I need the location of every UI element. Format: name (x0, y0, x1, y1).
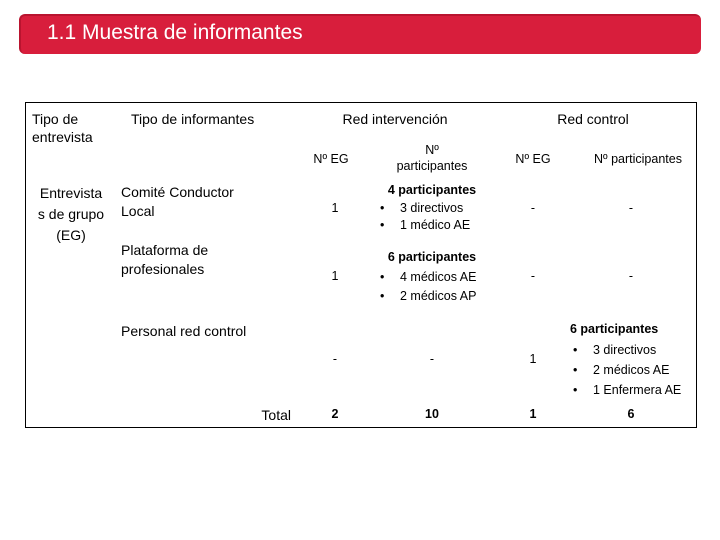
header-red-control: Red control (557, 111, 629, 127)
bullet-symbol: • (573, 343, 578, 357)
total-label: Total (261, 407, 291, 423)
subheader-n-eg: Nº EG (313, 152, 349, 166)
title-bar (19, 14, 701, 54)
row2-informante (121, 241, 208, 279)
header-tipo-informantes: Tipo de informantes (131, 111, 255, 127)
total-int-eg: 2 (331, 407, 339, 421)
row1-ctl-part: - (628, 201, 634, 215)
header-tipo-entrevista (32, 110, 93, 146)
row2-ctl-eg: - (530, 269, 536, 283)
row1-int-eg: 1 (331, 201, 339, 215)
subheader-n-participantes-control: Nº participantes (594, 152, 682, 166)
row3-ctl-part-item-text: 2 médicos AE (593, 363, 670, 377)
row2-int-part-item-text: 4 médicos AE (400, 270, 477, 284)
subheader-n-participantes (375, 142, 489, 174)
total-ctl-part: 6 (627, 407, 635, 421)
bullet-symbol: • (380, 270, 385, 284)
row1-informante-line1: Comité Conductor (121, 184, 234, 200)
row3-int-part: - (429, 352, 435, 366)
row2-informante-line2: profesionales (121, 261, 205, 277)
subheader-n-participantes-line1: Nº (425, 143, 439, 157)
row1-int-part-item-text: 3 directivos (400, 201, 464, 215)
row1-int-part-title: 4 participantes (387, 183, 477, 197)
total-int-part: 10 (425, 407, 439, 421)
row3-ctl-part-item-text: 3 directivos (593, 343, 657, 357)
bullet-symbol: • (380, 201, 385, 215)
header-tipo-entrevista-line2: entrevista (32, 129, 93, 145)
group-label-line2: s de grupo (37, 206, 105, 222)
bullet-symbol: • (380, 218, 385, 232)
row3-ctl-part-title: 6 participantes (570, 322, 659, 336)
row1-ctl-eg: - (530, 201, 536, 215)
group-label (26, 183, 116, 246)
row2-informante-line1: Plataforma de (121, 242, 209, 258)
row2-int-part-item-text: 2 médicos AP (400, 289, 477, 303)
bullet-symbol: • (573, 383, 578, 397)
bullet-symbol: • (380, 289, 385, 303)
row3-informante: Personal red control (121, 323, 247, 339)
row1-informante-line2: Local (121, 203, 155, 219)
row2-ctl-part: - (628, 269, 634, 283)
row2-int-eg: 1 (331, 269, 339, 283)
bullet-symbol: • (573, 363, 578, 377)
row1-int-part-item-text: 1 médico AE (400, 218, 471, 232)
header-red-intervencion: Red intervención (342, 111, 448, 127)
row3-ctl-part-item-text: 1 Enfermera AE (593, 383, 682, 397)
row2-int-part-title: 6 participantes (387, 250, 477, 264)
header-tipo-entrevista-line1: Tipo de (32, 111, 79, 127)
row1-informante (121, 183, 234, 221)
row3-int-eg: - (332, 352, 338, 366)
group-label-line3: (EG) (56, 227, 86, 243)
slide-title: 1.1 Muestra de informantes (47, 21, 303, 44)
total-ctl-eg: 1 (529, 407, 537, 421)
group-label-line1: Entrevista (39, 185, 103, 201)
row3-ctl-eg: 1 (529, 352, 537, 366)
subheader-n-participantes-line2: participantes (396, 159, 468, 173)
subheader-n-eg-control: Nº EG (515, 152, 551, 166)
